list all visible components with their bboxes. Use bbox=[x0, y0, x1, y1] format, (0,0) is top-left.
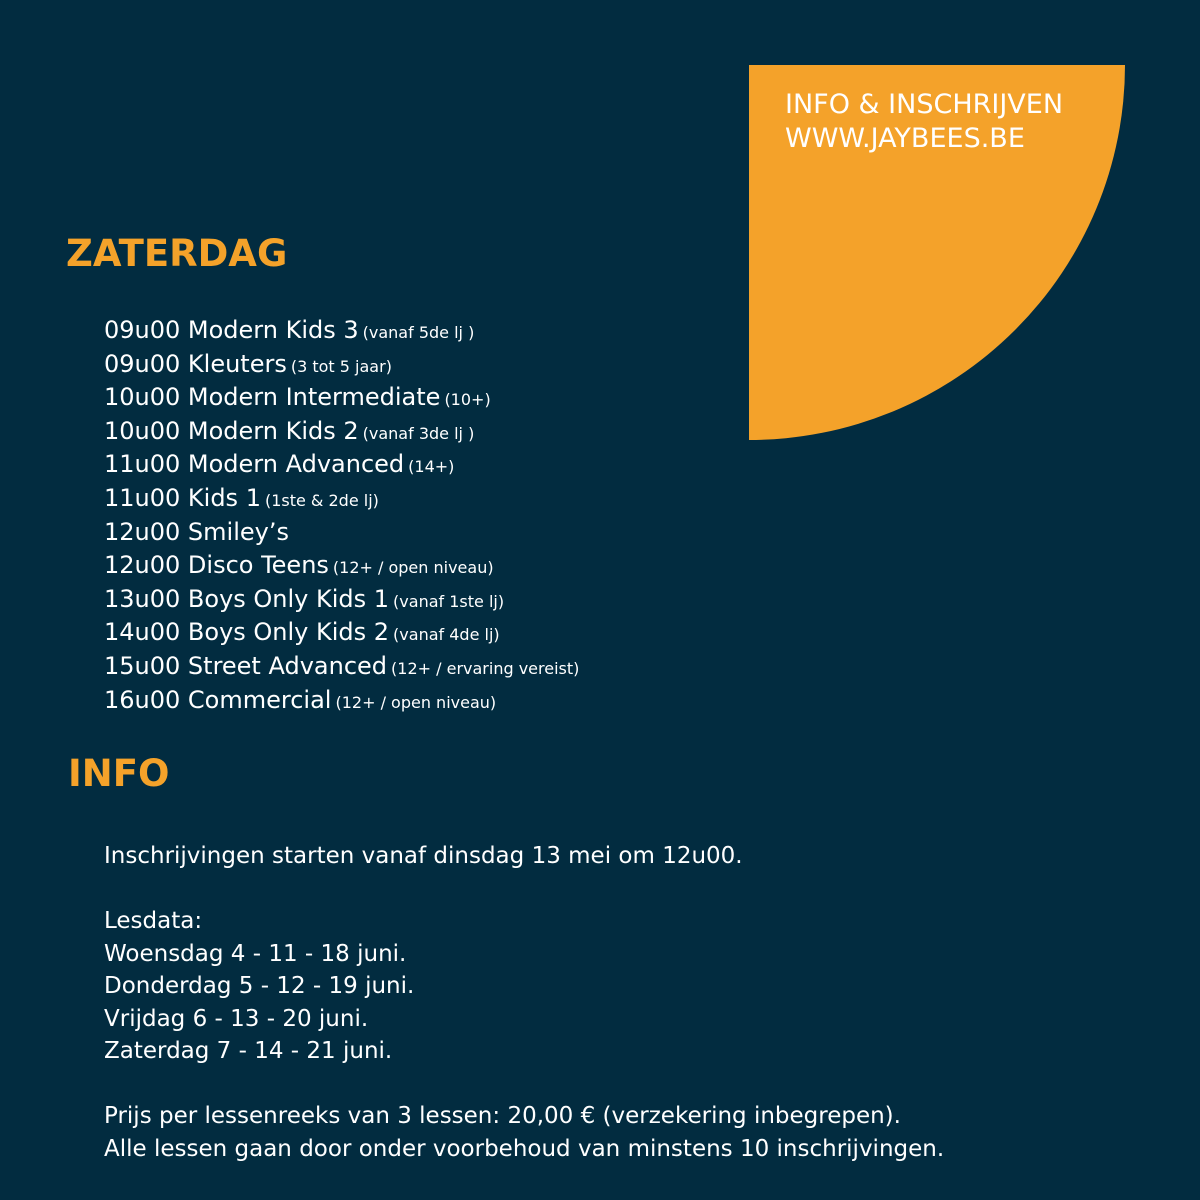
class-note: (vanaf 5de lj ) bbox=[362, 323, 475, 342]
class-name: 12u00 Disco Teens bbox=[104, 551, 329, 580]
class-note: (12+ / open niveau) bbox=[335, 692, 497, 712]
schedule-item bbox=[104, 348, 579, 382]
class-note: (vanaf 1ste lj) bbox=[393, 591, 505, 611]
corner-info-line-1: INFO & INSCHRIJVEN bbox=[785, 89, 1064, 120]
schedule-item bbox=[104, 684, 579, 718]
lesson-dates-thursday: Donderdag 5 - 12 - 19 juni. bbox=[104, 973, 415, 999]
schedule-item bbox=[104, 415, 579, 449]
class-name: 09u00 Kleuters bbox=[104, 349, 287, 378]
class-note: (12+ / ervaring vereist) bbox=[391, 658, 580, 678]
minimum-registrations-note: Alle lessen gaan door onder voorbehoud van minstens 10 inschrijvingen. bbox=[104, 1135, 945, 1162]
class-name: 11u00 Kids 1 bbox=[104, 483, 261, 512]
class-note: (14+) bbox=[408, 457, 455, 477]
schedule-item bbox=[104, 314, 579, 348]
corner-info bbox=[785, 88, 1063, 156]
spacer bbox=[104, 1068, 944, 1101]
schedule-item bbox=[104, 381, 579, 415]
class-name: 14u00 Boys Only Kids 2 bbox=[104, 618, 390, 647]
schedule-item bbox=[104, 549, 579, 583]
lesson-dates-wednesday: Woensdag 4 - 11 - 18 juni. bbox=[104, 940, 407, 967]
class-name: 09u00 Modern Kids 3 bbox=[104, 316, 359, 344]
class-name: 15u00 Street Advanced bbox=[104, 651, 388, 680]
class-name: 16u00 Commercial bbox=[104, 685, 332, 714]
class-name: 13u00 Boys Only Kids 1 bbox=[104, 584, 390, 613]
schedule-item bbox=[104, 448, 579, 482]
schedule-item bbox=[104, 616, 579, 650]
price-info: Prijs per lessenreeks van 3 lessen: 20,00 € (verzekering inbegrepen). bbox=[104, 1103, 901, 1129]
schedule-item bbox=[104, 516, 579, 550]
lesson-dates-friday: Vrijdag 6 - 13 - 20 juni. bbox=[104, 1005, 369, 1032]
info-heading: INFO bbox=[68, 752, 170, 795]
class-note: (vanaf 3de lj ) bbox=[362, 423, 475, 443]
schedule-item bbox=[104, 482, 579, 516]
class-name: 10u00 Modern Kids 2 bbox=[104, 416, 359, 445]
saturday-schedule bbox=[104, 314, 579, 717]
lesdata-label: Lesdata: bbox=[104, 908, 203, 934]
class-note: (1ste & 2de lj) bbox=[264, 490, 379, 510]
registration-start: Inschrijvingen starten vanaf dinsdag 13 mei om 12u00. bbox=[104, 843, 743, 869]
info-section bbox=[104, 840, 944, 1165]
class-note: (vanaf 4de lj) bbox=[393, 625, 500, 645]
schedule-item bbox=[104, 650, 579, 684]
saturday-heading: ZATERDAG bbox=[66, 232, 288, 275]
class-name: 10u00 Modern Intermediate bbox=[104, 383, 441, 412]
class-note: (12+ / open niveau) bbox=[332, 558, 494, 578]
class-name: 11u00 Modern Advanced bbox=[104, 450, 405, 479]
schedule-item bbox=[104, 583, 579, 617]
lesson-dates-saturday: Zaterdag 7 - 14 - 21 juni. bbox=[104, 1038, 393, 1064]
website-link[interactable]: WWW.JAYBEES.BE bbox=[785, 123, 1025, 154]
class-note: (10+) bbox=[444, 390, 491, 410]
spacer bbox=[104, 873, 944, 906]
class-note: (3 tot 5 jaar) bbox=[290, 356, 392, 376]
class-name: 12u00 Smiley’s bbox=[104, 517, 289, 546]
